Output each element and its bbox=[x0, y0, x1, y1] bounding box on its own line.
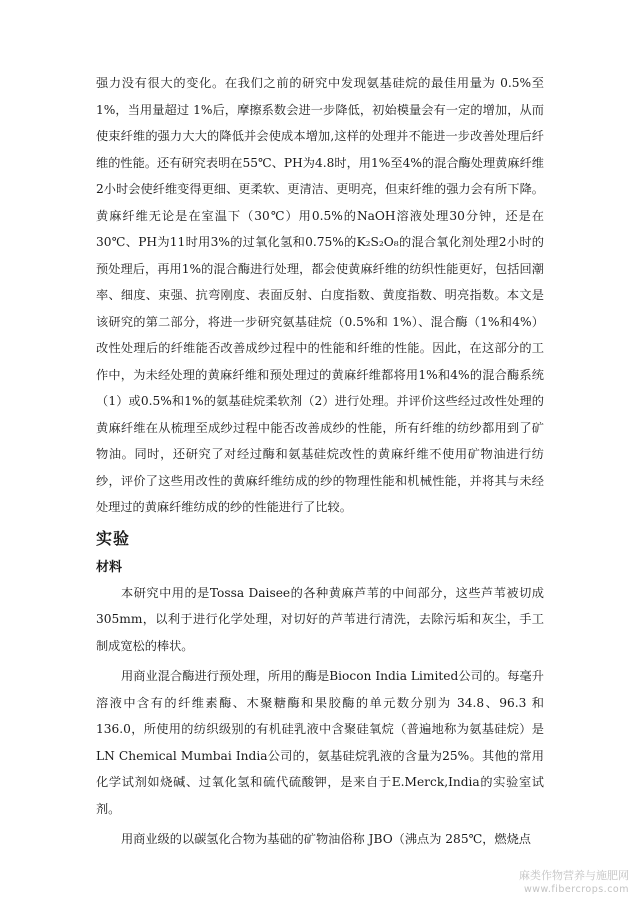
body-paragraph-3: 用商业混合酶进行预处理，所用的酶是Biocon India Limited公司的。每毫升溶液中含有的纤维素酶、木聚糖酶和果胶酶的单元数分别为 34.8、96.3 和 136.0，所使用的纺织级别的有机硅乳液中含聚硅氧烷（普遍地称为氨基硅烷）是LN Chemical Mumbai India公司的，氨基硅烷乳液的含量为25%。其他的常用化学试剂如烧碱、过氧化氢和硫代硫酸钾，是来自于E.Merck,India的实验室试剂。 bbox=[96, 669, 544, 816]
watermark-site-name: 麻类作物营养与施肥网 bbox=[519, 869, 629, 882]
body-paragraph-4: 用商业级的以碳氢化合物为基础的矿物油俗称 JBO（沸点为 285℃，燃烧点 bbox=[121, 832, 531, 846]
subsection-heading-materials: 材料 bbox=[96, 559, 123, 575]
site-watermark bbox=[519, 869, 629, 897]
body-paragraph-2: 本研究中用的是Tossa Daisee的各种黄麻芦苇的中间部分，这些芦苇被切成305mm，以利于进行化学处理，对切好的芦苇进行清洗，去除污垢和灰尘，手工制成宽松的棒状。 bbox=[96, 585, 544, 653]
body-paragraph-1: 强力没有很大的变化。在我们之前的研究中发现氨基硅烷的最佳用量为 0.5%至 1%，当用量超过 1%后，摩擦系数会进一步降低，初始模量会有一定的增加，从而使束纤维的强力大大的降低并会使成本增加,这样的处理并不能进一步改善处理后纤维的性能。还有研究表明在55℃、PH为4.8时，用1%至4%的混合酶处理黄麻纤维2小时会使纤维变得更细、更柔软、更清洁、更明亮，但束纤维的强力会有所下降。黄麻纤维无论是在室温下（30℃）用0.5%的NaOH溶液处理30分钟，还是在30℃、PH为11时用3%的过氧化氢和0.75%的K₂S₂O₈的混合氧化剂处理2小时的预处理后，再用1%的混合酶进行处理，都会使黄麻纤维的纺织性能更好，包括回潮率、细度、束强、抗弯刚度、表面反射、白度指数、黄度指数、明亮指数。本文是该研究的第二部分，将进一步研究氨基硅烷（0.5%和 1%）、混合酶（1%和4%）改性处理后的纤维能否改善成纱过程中的性能和纤维的性能。因此，在这部分的工作中，为未经处理的黄麻纤维和预处理过的黄麻纤维都将用1%和4%的混合酶系统（1）或0.5%和1%的氨基硅烷柔软剂（2）进行处理。并评价这些经过改性处理的黄麻纤维在从梳理至成纱过程中能否改善成纱的性能，所有纤维的纺纱都用到了矿物油。同时，还研究了对经过酶和氨基硅烷改性的黄麻纤维不使用矿物油进行纺纱，评价了这些用改性的黄麻纤维纺成的纱的物理性能和机械性能，并将其与未经处理过的黄麻纤维纺成的纱的性能进行了比较。 bbox=[96, 76, 544, 514]
section-heading-experiment: 实验 bbox=[96, 528, 131, 548]
watermark-url: www.fibercrops.com bbox=[523, 884, 629, 895]
document-body bbox=[96, 70, 544, 853]
